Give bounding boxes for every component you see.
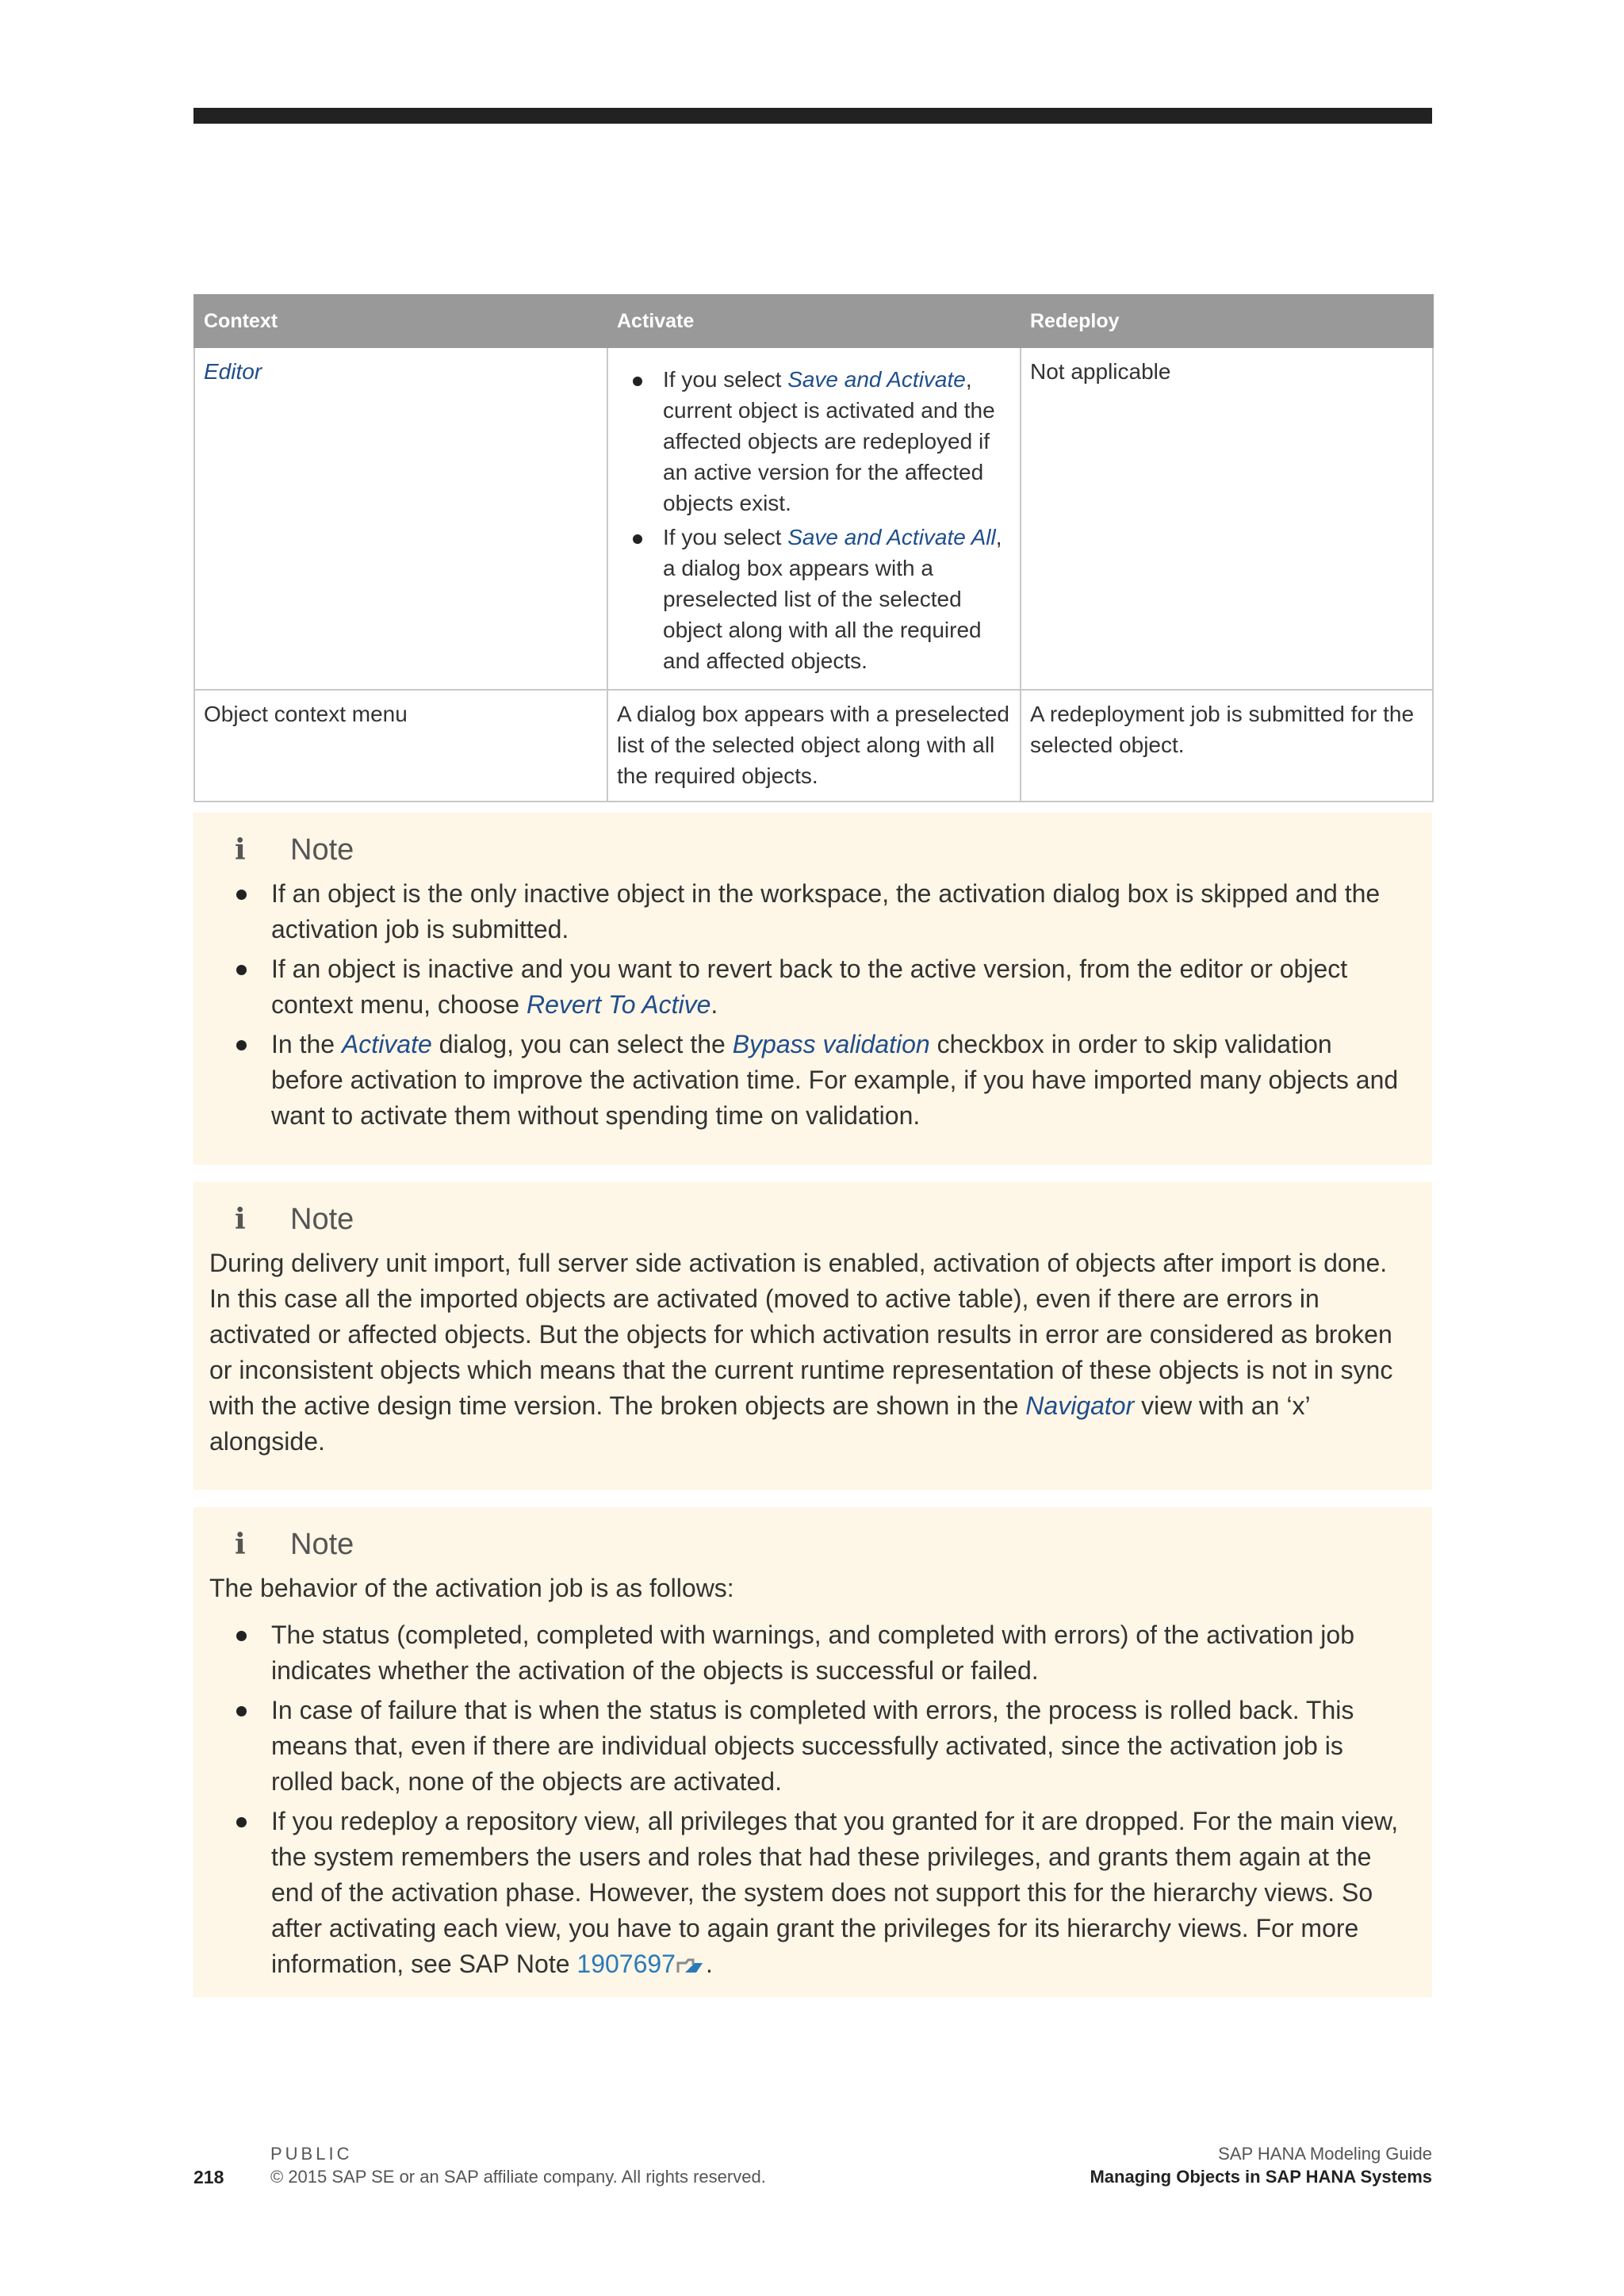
navigator-link[interactable]: Navigator xyxy=(1025,1391,1135,1420)
table-row xyxy=(194,690,1433,802)
note-box-activation-job xyxy=(193,1507,1432,1997)
header-redeploy: Redeploy xyxy=(1021,295,1433,347)
bypass-validation-link[interactable]: Bypass validation xyxy=(732,1030,930,1058)
note-list xyxy=(209,876,1402,1134)
classification-label: PUBLIC xyxy=(270,2144,353,2164)
activate-dialog-link[interactable]: Activate xyxy=(341,1030,432,1058)
list-item: If an object is the only inactive object in the workspace, the activation dialog box is skipped and the activation job is submitted. xyxy=(209,876,1402,947)
note-header xyxy=(209,1523,1402,1566)
sap-note-link[interactable]: 1907697 xyxy=(576,1950,676,1978)
list-item: In the Activate dialog, you can select the Bypass validation checkbox in order to skip validation before activation to improve the activation time. For example, if you have imported many objects and want to activate them without spending time on validation. xyxy=(209,1027,1402,1134)
cell-activate: A dialog box appears with a preselected list of the selected object along with all the required objects. xyxy=(607,690,1021,802)
table-header-row xyxy=(194,295,1433,347)
info-icon: i xyxy=(235,1202,246,1236)
list-item: If you select Save and Activate, current object is activated and the affected objects are redeployed if an active version for the affected objects exist. xyxy=(617,364,1011,519)
page-number: 218 xyxy=(193,2167,224,2187)
note-list xyxy=(209,1617,1402,1982)
note-paragraph: During delivery unit import, full server side activation is enabled, activation of objects after import is done. In this case all the imported objects are activated (moved to active table), even if there are errors in activated or affected objects. But the objects for which activation results in error are considered as broken or inconsistent objects which means that the current runtime representation of these objects is not in sync with the active design time version. The broken objects are shown in the Navigator view with an ‘x’ alongside. xyxy=(209,1249,1393,1456)
list-item: If you select Save and Activate All, a dialog box appears with a preselected list of the selected object along with all the required and affected objects. xyxy=(617,522,1011,676)
section-title: Managing Objects in SAP HANA Systems xyxy=(1090,2167,1432,2187)
save-and-activate-link[interactable]: Save and Activate xyxy=(787,367,966,392)
top-rule xyxy=(193,108,1432,124)
cell-redeploy: Not applicable xyxy=(1021,347,1433,690)
note-title: Note xyxy=(290,1202,354,1236)
note-title: Note xyxy=(290,1527,354,1561)
note-box-activation xyxy=(193,813,1432,1165)
note-intro: The behavior of the activation job is as follows: xyxy=(209,1574,734,1602)
cell-redeploy: A redeployment job is submitted for the selected object. xyxy=(1021,690,1433,802)
editor-link[interactable]: Editor xyxy=(204,359,262,384)
note-box-delivery-unit xyxy=(193,1182,1432,1490)
copyright-text: © 2015 SAP SE or an SAP affiliate company. All rights reserved. xyxy=(270,2167,766,2187)
note-title: Note xyxy=(290,832,354,867)
cell-context xyxy=(194,347,607,690)
list-item: The status (completed, completed with warnings, and completed with errors) of the activation job indicates whether the activation of the objects is successful or failed. xyxy=(209,1617,1402,1689)
activation-context-table xyxy=(193,294,1434,802)
header-activate: Activate xyxy=(607,295,1021,347)
guide-title: SAP HANA Modeling Guide xyxy=(1218,2144,1432,2164)
external-link-icon[interactable] xyxy=(676,1957,706,1976)
activate-list xyxy=(617,364,1011,676)
save-and-activate-all-link[interactable]: Save and Activate All xyxy=(787,525,996,549)
revert-to-active-link[interactable]: Revert To Active xyxy=(526,990,711,1019)
cell-context: Object context menu xyxy=(194,690,607,802)
list-item: In case of failure that is when the status is completed with errors, the process is rolled back. This means that, even if there are individual objects successfully activated, since the activation job is rolled back, none of the objects are activated. xyxy=(209,1693,1402,1800)
list-item: If you redeploy a repository view, all privileges that you granted for it are dropped. For the main view, the system remembers the users and roles that had these privileges, and grants them again at the end of the activation phase. However, the system does not support this for the hierarchy views. So after activating each view, you have to again grant the privileges for its hierarchy views. For more information, see SAP Note 1907697 . xyxy=(209,1804,1402,1982)
note-header xyxy=(209,1198,1402,1241)
note-header xyxy=(209,828,1402,871)
info-icon: i xyxy=(235,832,246,867)
header-context: Context xyxy=(194,295,607,347)
list-item: If an object is inactive and you want to revert back to the active version, from the editor or object context menu, choose Revert To Active. xyxy=(209,951,1402,1023)
cell-activate xyxy=(607,347,1021,690)
info-icon: i xyxy=(235,1527,246,1561)
table-row xyxy=(194,347,1433,690)
